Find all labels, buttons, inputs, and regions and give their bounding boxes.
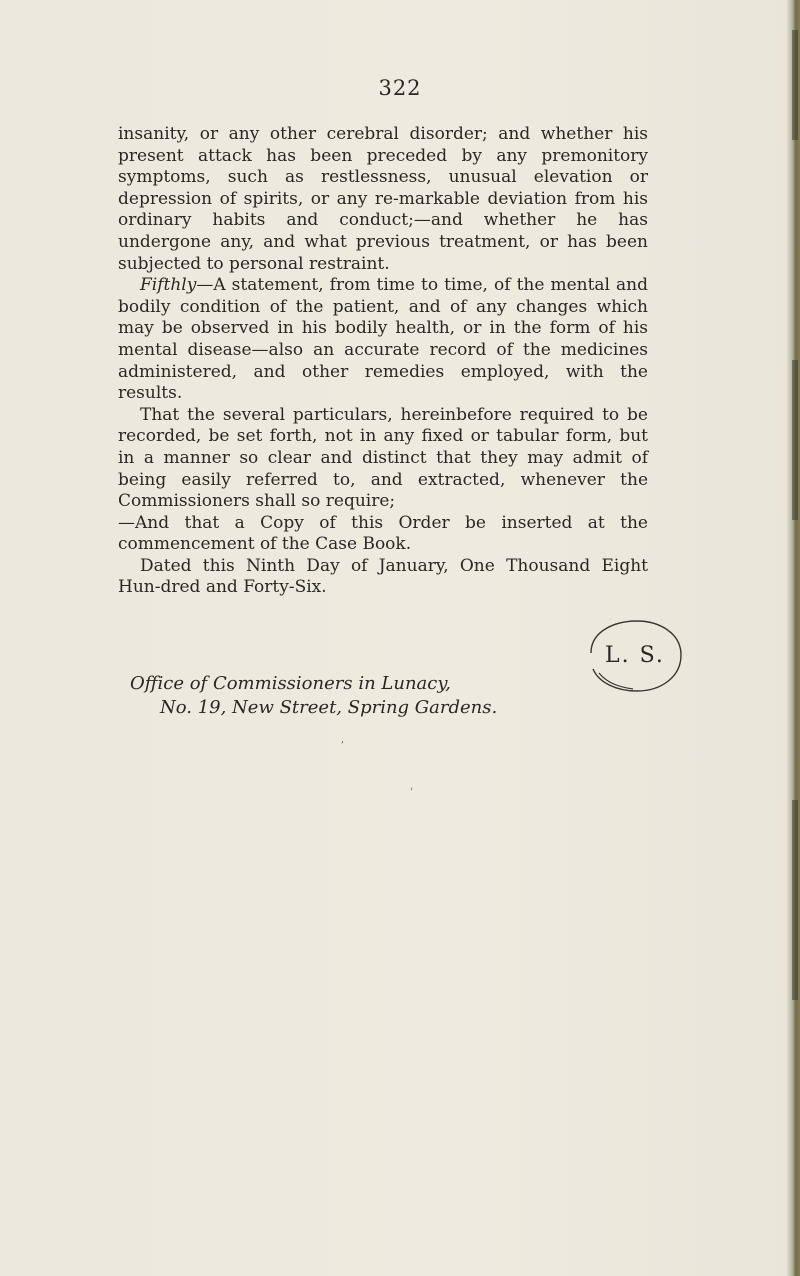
- paragraph-particulars: [118, 405, 648, 513]
- body-text: [118, 124, 648, 599]
- paragraph-lead: Fifthly: [140, 275, 197, 296]
- paragraph-text: Dated this Ninth Day of January, One Thousand Eight Hun-dred and Forty-Six.: [118, 555, 648, 598]
- paragraph-copy-order: [118, 513, 648, 556]
- page-edge-mark: [792, 800, 798, 1000]
- page-number: 322: [378, 76, 422, 100]
- paragraph-text: —A statement, from time to time, of the mental and bodily condition of the patient, and of any changes which may be observed in his bodily health, or in the form of his mental disease—also an accurate record of the medicines administered, and other remedies employed, with the results.: [118, 275, 648, 404]
- page-edge-shadow: [786, 0, 800, 1276]
- office-signature: [130, 672, 650, 720]
- page-edge-mark: [792, 360, 798, 520]
- seal-text: L. S.: [605, 643, 665, 668]
- paragraph-dated: [118, 556, 648, 599]
- paragraph-text: insanity, or any other cerebral disorder; and whether his present attack has been preceded by any premonitory symptoms, such as restlessness, unusual elevation or depression of spirits, or any re-markable deviation from his ordinary habits and conduct;—and whether he has undergone any, and what previous treatment, or has been subjected to personal restraint.: [118, 124, 648, 274]
- office-line-1: Office of Commissioners in Lunacy,: [130, 673, 451, 694]
- stray-mark: ,: [341, 734, 345, 745]
- paragraph-continuation: [118, 124, 648, 275]
- paragraph-fifthly: [118, 275, 648, 405]
- office-line-2: No. 19, New Street, Spring Gardens.: [160, 697, 498, 718]
- stray-mark: ': [410, 787, 413, 798]
- paragraph-text: That the several particulars, hereinbefore required to be recorded, be set forth, not in any fixed or tabular form, but in a manner so clear and distinct that they may admit of being easily referred to, and extracted, whenever the Commissioners shall so require;: [118, 404, 648, 512]
- paragraph-text: —And that a Copy of this Order be inserted at the commencement of the Case Book.: [118, 512, 648, 555]
